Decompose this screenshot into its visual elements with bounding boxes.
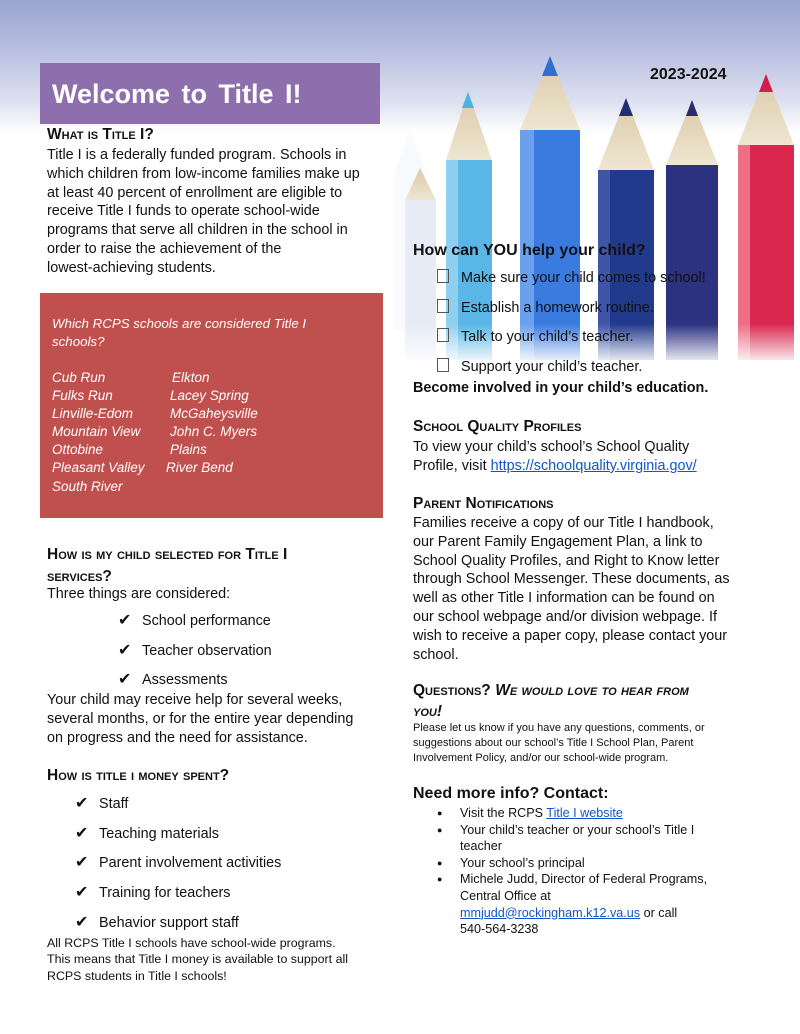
square-bullet-icon xyxy=(437,328,449,342)
checkmark-icon: ✔ xyxy=(75,914,89,931)
contact-item-text: Your school’s principal xyxy=(460,855,585,870)
what-line: order to raise the achievement of the xyxy=(47,240,282,257)
money-item xyxy=(75,823,219,843)
checkmark-icon: ✔ xyxy=(75,825,89,842)
notifications-line: School Quality Profiles, and Right to Know letter xyxy=(413,552,720,569)
school-name: Fulks Run xyxy=(52,388,113,404)
square-bullet-icon xyxy=(437,269,449,283)
selected-heading-line: How is my child selected for Title I xyxy=(47,546,288,563)
school-name: Cub Run xyxy=(52,370,106,385)
money-item-label: Training for teachers xyxy=(99,885,231,901)
help-item xyxy=(437,358,642,375)
what-line: at least 40 percent of enrollment are eligible to xyxy=(47,184,343,201)
help-closing: Become involved in your child’s education. xyxy=(413,380,709,396)
quality-line xyxy=(413,457,697,476)
what-line: programs that serve all children in the school in xyxy=(47,222,348,239)
schools-box xyxy=(40,293,383,518)
help-heading: How can YOU help your child? xyxy=(413,242,646,259)
school-name: John C. Myers xyxy=(170,424,258,440)
money-item xyxy=(75,852,281,872)
selected-outro-line: several months, or for the entire year depending xyxy=(47,710,354,727)
what-line: which children from low-income families make up xyxy=(47,165,360,182)
phone-number: 540-564-3238 xyxy=(460,922,539,937)
notifications-line: our school webpage and/or division webpage. If xyxy=(413,608,718,625)
schools-column-2 xyxy=(166,369,258,478)
school-name: Mountain View xyxy=(52,424,141,440)
money-item-label: Behavior support staff xyxy=(99,915,239,931)
what-paragraph xyxy=(47,146,377,278)
questions-heading-b2: you! xyxy=(413,703,442,720)
checkmark-icon: ✔ xyxy=(75,795,89,812)
selected-item-label: School performance xyxy=(142,613,271,629)
selected-outro-line: on progress and the need for assistance. xyxy=(47,729,308,746)
contact-item xyxy=(437,855,757,872)
checkmark-icon: ✔ xyxy=(118,642,132,659)
selected-heading-line: services? xyxy=(47,568,112,585)
selected-outro-line: Your child may receive help for several weeks, xyxy=(47,692,343,708)
money-footer-line: This means that Title I money is available to support all xyxy=(47,952,348,967)
notifications-line: our Parent Family Engagement Plan, a link to xyxy=(413,533,703,550)
help-item xyxy=(437,269,706,286)
checkmark-icon: ✔ xyxy=(118,612,132,629)
notifications-line: Families receive a copy of our Title I handbook, xyxy=(413,515,714,531)
checkmark-icon: ✔ xyxy=(75,884,89,901)
money-item-label: Staff xyxy=(99,796,129,812)
notifications-paragraph xyxy=(413,514,730,664)
contact-item xyxy=(437,871,757,937)
school-name: Ottobine xyxy=(52,442,104,458)
school-name: South River xyxy=(52,478,123,494)
school-year: 2023-2024 xyxy=(650,66,727,83)
questions-paragraph xyxy=(413,721,705,766)
checkmark-icon: ✔ xyxy=(75,854,89,871)
money-item-label: Parent involvement activities xyxy=(99,855,282,871)
what-line: receive Title I funds to operate school-wide xyxy=(47,203,320,220)
money-heading: How is title i money spent? xyxy=(47,767,230,784)
title-i-website-link[interactable]: Title I website xyxy=(546,806,623,820)
selected-heading xyxy=(47,544,287,588)
questions-line: Involvement Policy, and/or our school-wide program. xyxy=(413,752,669,764)
help-item xyxy=(437,299,654,316)
money-item xyxy=(75,912,239,932)
school-name: Linville-Edom xyxy=(52,406,134,422)
selected-item xyxy=(118,640,272,660)
money-footer-line: RCPS students in Title I schools! xyxy=(47,968,227,983)
quality-line: To view your child’s school’s School Quality xyxy=(413,439,690,455)
page-title: Welcome to Title I! xyxy=(52,79,302,109)
contact-item-text: ● Michele Judd, Director of Federal Programs, xyxy=(460,872,708,887)
contact-item xyxy=(437,805,757,822)
selected-outro xyxy=(47,691,353,747)
money-footer-line: All RCPS Title I schools have school-wide programs. xyxy=(47,936,336,950)
notifications-heading: Parent Notifications xyxy=(413,495,554,512)
school-name: Plains xyxy=(170,442,207,458)
notifications-line: well as other Title I information can be found on xyxy=(413,590,715,607)
contact-item xyxy=(437,822,757,855)
schools-question-line: schools? xyxy=(52,334,105,349)
email-link[interactable]: mmjudd@rockingham.k12.va.us xyxy=(460,905,641,920)
school-name: McGaheysville xyxy=(170,406,258,422)
help-item-label: Support your child’s teacher. xyxy=(461,359,643,375)
questions-heading xyxy=(413,680,689,722)
questions-heading-b: We would love to hear from xyxy=(495,682,689,699)
selected-item xyxy=(118,610,271,630)
school-name: Pleasant Valley xyxy=(52,460,145,476)
help-item xyxy=(437,328,634,345)
money-item xyxy=(75,793,128,813)
selected-item-label: Teacher observation xyxy=(142,643,272,659)
checkmark-icon: ✔ xyxy=(118,671,132,688)
schools-question-line: Which RCPS schools are considered Title I xyxy=(52,316,307,331)
contact-item-text: Central Office at xyxy=(460,888,551,903)
notifications-line: school. xyxy=(413,646,459,663)
square-bullet-icon xyxy=(437,299,449,313)
help-item-label: Establish a homework routine. xyxy=(461,300,654,316)
schools-question xyxy=(52,315,352,351)
help-item-label: Talk to your child’s teacher. xyxy=(461,329,634,345)
selected-item-label: Assessments xyxy=(142,672,228,688)
questions-line: Please let us know if you have any questions, comments, or xyxy=(413,722,705,734)
money-item xyxy=(75,882,230,902)
school-name: Lacey Spring xyxy=(170,388,249,404)
questions-line: suggestions about our school’s Title I School Plan, Parent xyxy=(413,737,694,749)
quality-heading: School Quality Profiles xyxy=(413,418,582,435)
selected-item xyxy=(118,669,228,689)
notifications-line: through School Messenger. These documents, as xyxy=(413,571,730,588)
quality-paragraph xyxy=(413,438,697,476)
contact-item-text: teacher xyxy=(460,839,503,854)
contact-item-text: ● Your child’s teacher or your school’s Title I xyxy=(460,822,695,837)
money-item-label: Teaching materials xyxy=(99,826,219,842)
school-name: Elkton xyxy=(172,370,210,385)
contact-item-text: Visit the RCPS xyxy=(460,806,547,820)
help-item-label: Make sure your child comes to school! xyxy=(461,270,706,286)
what-line: Title I is a federally funded program. Schools in xyxy=(47,147,347,163)
what-heading: What is Title I? xyxy=(47,126,154,143)
school-name: River Bend xyxy=(166,460,233,476)
school-quality-link[interactable]: https://schoolquality.virginia.gov/ xyxy=(490,457,697,474)
money-footer xyxy=(47,935,348,984)
quality-line-prefix: Profile, visit xyxy=(413,457,491,474)
square-bullet-icon xyxy=(437,358,449,372)
contact-list xyxy=(437,805,757,938)
questions-heading-a: Questions? xyxy=(413,682,491,699)
contact-item-text: or call xyxy=(640,905,678,920)
what-line: lowest-achieving students. xyxy=(47,259,216,276)
selected-intro: Three things are considered: xyxy=(47,586,231,602)
contact-heading: Need more info? Contact: xyxy=(413,785,609,802)
schools-column-1 xyxy=(52,369,145,496)
notifications-line: wish to receive a paper copy, please contact your xyxy=(413,627,728,644)
title-banner xyxy=(40,63,380,124)
